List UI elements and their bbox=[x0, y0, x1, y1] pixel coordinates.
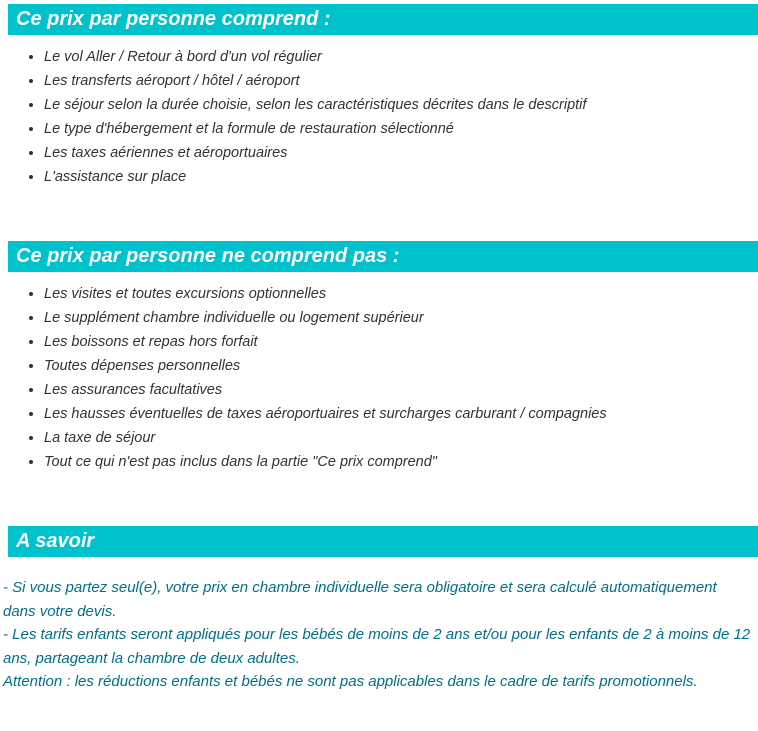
list-item: • Les transferts aéroport / hôtel / aéroport bbox=[44, 74, 748, 89]
list-item: • Le vol Aller / Retour à bord d'un vol régulier bbox=[44, 50, 748, 65]
list-item: • Le type d'hébergement et la formule de restauration sélectionné bbox=[44, 122, 748, 137]
list-item: • Les assurances facultatives bbox=[44, 383, 748, 398]
price-excludes-list bbox=[0, 287, 758, 470]
list-item: • Le séjour selon la durée choisie, selon les caractéristiques décrites dans le descriptif bbox=[44, 98, 748, 113]
note-paragraph: - Si vous partez seul(e), votre prix en chambre individuelle sera obligatoire et sera calculé automatiquement dans votre devis. bbox=[3, 579, 717, 620]
list-item: • Les hausses éventuelles de taxes aéroportuaires et surcharges carburant / compagnies bbox=[44, 407, 748, 422]
note-paragraph: Attention : les réductions enfants et bébés ne sont pas applicables dans le cadre de tarifs promotionnels. bbox=[3, 673, 698, 690]
list-item: • Les visites et toutes excursions optionnelles bbox=[44, 287, 748, 302]
section-header-price-excludes bbox=[8, 241, 758, 272]
list-item: • Toutes dépenses personnelles bbox=[44, 359, 748, 374]
list-item: • Le supplément chambre individuelle ou logement supérieur bbox=[44, 311, 748, 326]
list-item: • Tout ce qui n'est pas inclus dans la partie "Ce prix comprend" bbox=[44, 455, 748, 470]
good-to-know-notes bbox=[0, 576, 758, 694]
section-header-price-includes bbox=[8, 4, 758, 35]
list-item: • Les taxes aériennes et aéroportuaires bbox=[44, 146, 748, 161]
price-includes-list bbox=[0, 50, 758, 185]
note-paragraph: - Les tarifs enfants seront appliqués pour les bébés de moins de 2 ans et/ou pour les enfants de 2 à moins de 12 ans, partageant la chambre de deux adultes. bbox=[3, 626, 751, 667]
price-details-page bbox=[0, 4, 758, 731]
list-item: • L'assistance sur place bbox=[44, 170, 748, 185]
section-title-price-includes: Ce prix par personne comprend : bbox=[16, 8, 331, 30]
list-item: • Les boissons et repas hors forfait bbox=[44, 335, 748, 350]
section-title-good-to-know: A savoir bbox=[16, 530, 95, 552]
section-title-price-excludes: Ce prix par personne ne comprend pas : bbox=[16, 245, 400, 267]
list-item: • La taxe de séjour bbox=[44, 431, 748, 446]
section-header-good-to-know bbox=[8, 526, 758, 557]
